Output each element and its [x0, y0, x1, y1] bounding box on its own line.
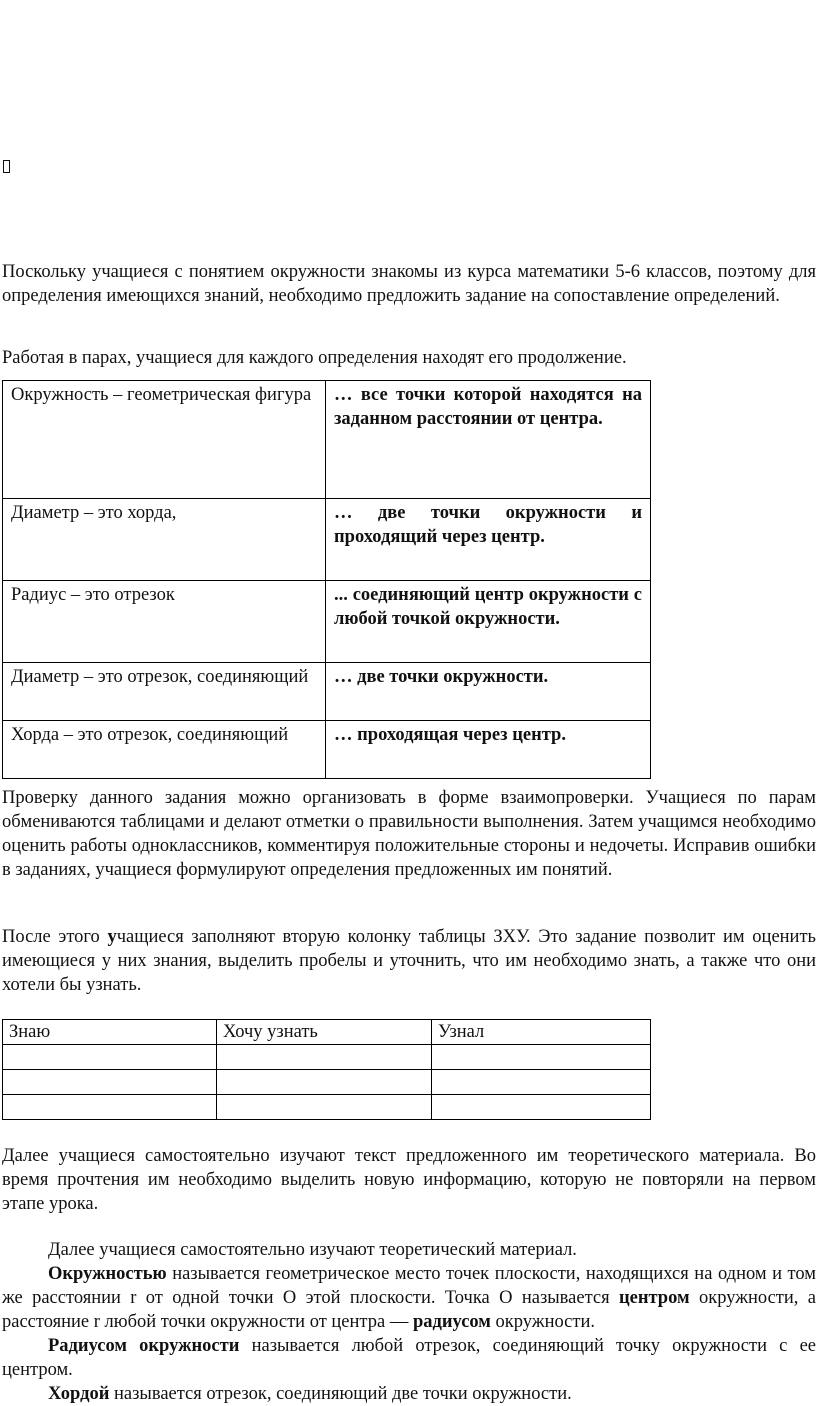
table-row: [3, 1095, 651, 1120]
definition-start: Хорда – это отрезок, соединяющий: [3, 721, 326, 779]
chord-definition: Хордой называется отрезок, соединяющий две точки окружности.: [48, 1384, 572, 1404]
definition-end: … две точки окружности и проходящий через центр.: [326, 499, 651, 581]
column-header-know: Знаю: [3, 1020, 217, 1045]
table-row: [3, 721, 651, 779]
table-row: [3, 381, 651, 499]
theory-intro: Далее учащиеся самостоятельно изучают теоретический материал.: [48, 1240, 577, 1260]
intro-paragraph: Поскольку учащиеся с понятием окружности знакомы из курса математики 5-6 классов, поэтому для определения имеющихся знаний, необходимо предложить задание на сопоставление определений.: [2, 262, 816, 306]
definition-end: … две точки окружности.: [326, 663, 651, 721]
table-header-row: [3, 1020, 651, 1045]
radius-definition: Радиусом окружности называется любой отрезок, соединяющий точку окружности с ее центром.: [2, 1336, 816, 1380]
definition-start: Диаметр – это хорда,: [3, 499, 326, 581]
definition-start: Радиус – это отрезок: [3, 581, 326, 663]
further-paragraph: Далее учащиеся самостоятельно изучают текст предложенного им теоретического материала. Во время прочтения им необходимо выделить новую информацию, которую не повторяли на первом этапе урока.: [2, 1146, 816, 1214]
definition-end: ... соединяющий центр окружности с любой точкой окружности.: [326, 581, 651, 663]
definition-end: … проходящая через центр.: [326, 721, 651, 779]
check-paragraph: Проверку данного задания можно организовать в форме взаимопроверки. Учащиеся по парам обмениваются таблицами и делают отметки о правильности выполнения. Затем учащимся необходимо оценить работы одноклассников, комментируя положительные стороны и недочеты. Исправив ошибки в заданиях, учащиеся формулируют определения предложенных им понятий.: [2, 788, 816, 880]
zxu-paragraph: После этого учащиеся заполняют вторую колонку таблицы ЗХУ. Это задание позволит им оценить имеющиеся у них знания, выделить пробелы и уточнить, что им необходимо знать, а также что они хотели бы узнать.: [2, 927, 816, 995]
table-row: [3, 499, 651, 581]
table-row: [3, 581, 651, 663]
column-header-want: Хочу узнать: [217, 1020, 432, 1045]
definition-start: Диаметр – это отрезок, соединяющий: [3, 663, 326, 721]
column-header-learned: Узнал: [432, 1020, 651, 1045]
definition-start: Окружность – геометрическая фигура: [3, 381, 326, 499]
table-row: [3, 1070, 651, 1095]
table-row: [3, 663, 651, 721]
missing-glyph-icon: [3, 160, 10, 173]
pairs-paragraph: Работая в парах, учащиеся для каждого определения находят его продолжение.: [2, 348, 627, 368]
definitions-table: [2, 380, 651, 779]
table-row: [3, 1045, 651, 1070]
circle-definition: Окружностью называется геометрическое место точек плоскости, находящихся на одном и том же расстоянии r от одной точки O этой плоскости. Точка O называется центром окружности, а расстояние r любой точки окружности от центра — радиусом окружности.: [2, 1264, 816, 1332]
zxu-table: [2, 1019, 651, 1120]
definition-end: … все точки которой находятся на заданном расстоянии от центра.: [326, 381, 651, 499]
